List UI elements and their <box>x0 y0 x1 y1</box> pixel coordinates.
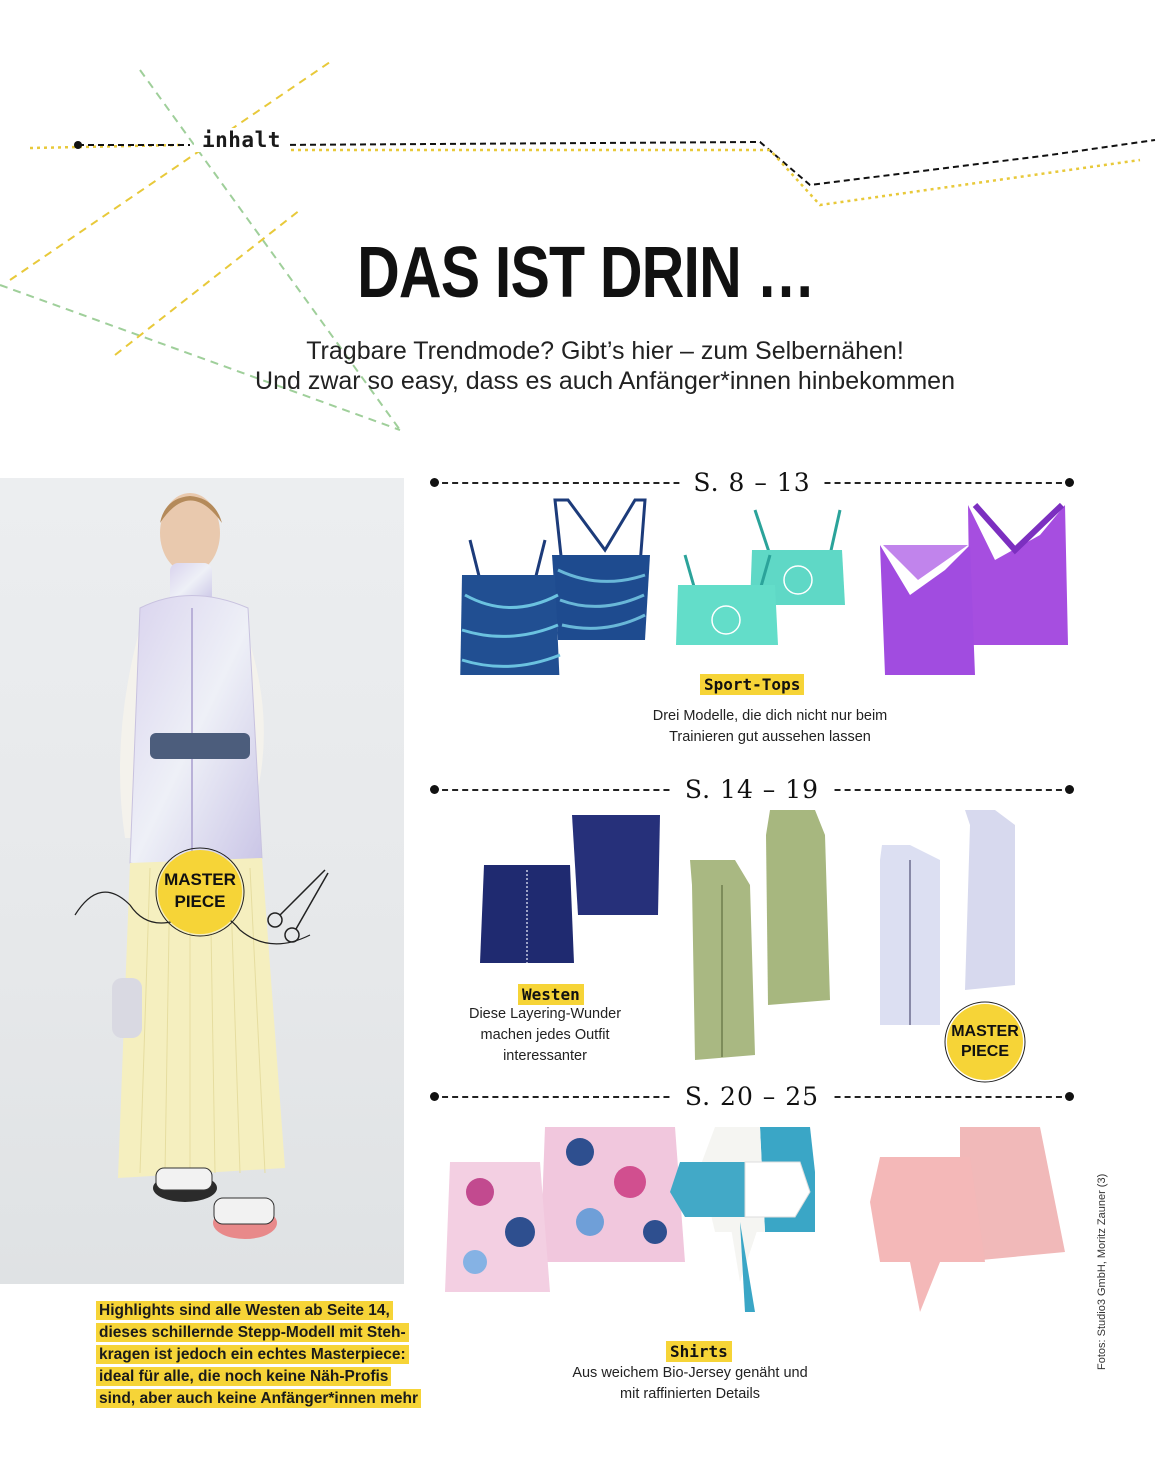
subtitle-line-2: Und zwar so easy, dass es auch Anfänger*innen hinbekommen <box>255 367 955 395</box>
section-header-1 <box>432 468 1072 498</box>
description-line: Aus weichem Bio-Jersey genäht und <box>572 1365 808 1381</box>
section-label: inhalt <box>194 128 289 152</box>
masterpiece-badge-left <box>70 845 340 975</box>
section-header-2 <box>432 775 1072 805</box>
badge-text-2: PIECE <box>174 892 226 911</box>
page-subtitle <box>0 336 1170 396</box>
category-description <box>600 706 940 748</box>
caption-line: ideal für alle, die noch keine Näh-Profis <box>96 1367 391 1386</box>
category-description <box>460 1004 630 1067</box>
description-line: Trainieren gut aussehen lassen <box>669 729 871 745</box>
scissors-icon <box>268 870 328 942</box>
description-line: Drei Modelle, die dich nicht nur beim <box>652 708 888 724</box>
section-pages: S. 8 – 13 <box>679 468 824 497</box>
feature-caption <box>96 1300 426 1410</box>
category-label: Westen <box>518 984 584 1005</box>
category-label: Shirts <box>666 1341 732 1362</box>
page-title: DAS IST DRIN … <box>357 233 815 313</box>
badge-text-1: MASTER <box>164 870 236 889</box>
description-line: Diese Layering-Wunder <box>468 1006 622 1022</box>
section-header-3 <box>432 1082 1072 1112</box>
caption-line: Highlights sind alle Westen ab Seite 14, <box>96 1301 393 1320</box>
badge-text-1: MASTER <box>951 1023 1019 1040</box>
masterpiece-badge-right <box>935 1000 1035 1084</box>
description-line: interessanter <box>503 1048 587 1064</box>
section-pages: S. 14 – 19 <box>671 775 833 804</box>
caption-line: sind, aber auch keine Anfänger*innen mehr <box>96 1389 421 1408</box>
category-label: Sport-Tops <box>700 674 804 695</box>
description-line: mit raffinierten Details <box>620 1386 760 1402</box>
badge-text-2: PIECE <box>960 1043 1010 1060</box>
caption-line: dieses schillernde Stepp-Modell mit Steh- <box>96 1323 409 1342</box>
subtitle-line-1: Tragbare Trendmode? Gibt’s hier – zum Selbernähen! <box>306 337 904 365</box>
sport-tops-images <box>440 495 1080 675</box>
category-description <box>540 1363 840 1405</box>
shirts-images <box>440 1112 1080 1342</box>
description-line: machen jedes Outfit <box>480 1027 610 1043</box>
section-pages: S. 20 – 25 <box>671 1082 833 1111</box>
photo-credit: Fotos: Studio3 GmbH, Moritz Zauner (3) <box>1096 1173 1108 1370</box>
caption-line: kragen ist jedoch ein echtes Masterpiece: <box>96 1345 409 1364</box>
